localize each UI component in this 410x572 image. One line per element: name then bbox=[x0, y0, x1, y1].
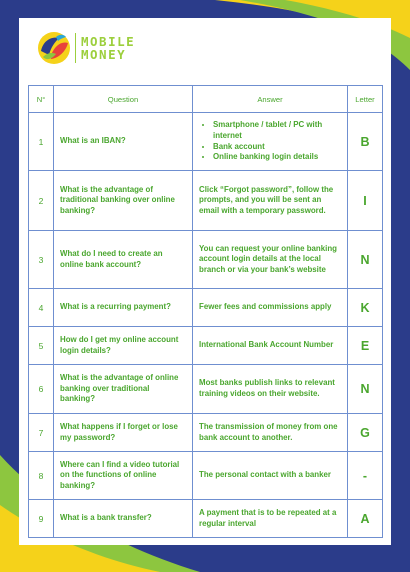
bird-logo-icon bbox=[37, 31, 71, 65]
row-question: What is a bank transfer? bbox=[54, 500, 193, 538]
quiz-table bbox=[28, 85, 383, 538]
row-number: 5 bbox=[29, 327, 54, 365]
row-answer: Most banks publish links to relevant training videos on their website. bbox=[193, 365, 348, 414]
row-answer: International Bank Account Number bbox=[193, 327, 348, 365]
row-answer: A payment that is to be repeated at a regular interval bbox=[193, 500, 348, 538]
header-question: Question bbox=[54, 86, 193, 113]
logo-divider bbox=[75, 33, 76, 63]
answer-list bbox=[199, 120, 341, 162]
row-number: 3 bbox=[29, 231, 54, 289]
header-answer: Answer bbox=[193, 86, 348, 113]
row-answer: Fewer fees and commissions apply bbox=[193, 289, 348, 327]
header-letter: Letter bbox=[348, 86, 383, 113]
row-question: How do I get my online account login details? bbox=[54, 327, 193, 365]
row-letter: - bbox=[348, 452, 383, 500]
answer-list-item: • Smartphone / tablet / PC with internet bbox=[213, 120, 341, 141]
row-answer: You can request your online banking account login details at the local branch or via your bank’s website bbox=[193, 231, 348, 289]
row-letter: K bbox=[348, 289, 383, 327]
logo-line-1: MOBILE bbox=[81, 34, 136, 49]
table-row bbox=[29, 365, 383, 414]
row-answer bbox=[193, 113, 348, 171]
row-letter: A bbox=[348, 500, 383, 538]
worksheet-page bbox=[19, 18, 391, 545]
row-question: What do I need to create an online bank account? bbox=[54, 231, 193, 289]
table-header-row bbox=[29, 86, 383, 113]
row-number: 8 bbox=[29, 452, 54, 500]
row-question: What is a recurring payment? bbox=[54, 289, 193, 327]
row-answer: Click “Forgot password”, follow the prompts, and you will be sent an email with a temporary password. bbox=[193, 171, 348, 231]
row-number: 7 bbox=[29, 414, 54, 452]
row-number: 4 bbox=[29, 289, 54, 327]
row-answer: The transmission of money from one bank account to another. bbox=[193, 414, 348, 452]
logo-line-2: MONEY bbox=[81, 47, 127, 62]
row-number: 6 bbox=[29, 365, 54, 414]
row-question: Where can I find a video tutorial on the functions of online banking? bbox=[54, 452, 193, 500]
header-number: N° bbox=[29, 86, 54, 113]
answer-list-item: • Bank account bbox=[213, 142, 341, 153]
table-row bbox=[29, 113, 383, 171]
table-row bbox=[29, 289, 383, 327]
row-number: 1 bbox=[29, 113, 54, 171]
logo-wordmark bbox=[81, 35, 135, 61]
row-answer: The personal contact with a banker bbox=[193, 452, 348, 500]
row-letter: B bbox=[348, 113, 383, 171]
table-row bbox=[29, 414, 383, 452]
row-letter: N bbox=[348, 231, 383, 289]
row-question: What is the advantage of online banking over traditional banking? bbox=[54, 365, 193, 414]
table-row bbox=[29, 452, 383, 500]
table-row bbox=[29, 327, 383, 365]
row-question: What is the advantage of traditional banking over online banking? bbox=[54, 171, 193, 231]
row-letter: N bbox=[348, 365, 383, 414]
answer-list-item: • Online banking login details bbox=[213, 152, 341, 163]
row-question: What happens if I forget or lose my password? bbox=[54, 414, 193, 452]
row-number: 2 bbox=[29, 171, 54, 231]
row-number: 9 bbox=[29, 500, 54, 538]
table-row bbox=[29, 171, 383, 231]
row-letter: I bbox=[348, 171, 383, 231]
table-row bbox=[29, 231, 383, 289]
row-question: What is an IBAN? bbox=[54, 113, 193, 171]
row-letter: E bbox=[348, 327, 383, 365]
mobile-money-logo bbox=[37, 31, 135, 65]
row-letter: G bbox=[348, 414, 383, 452]
table-row bbox=[29, 500, 383, 538]
